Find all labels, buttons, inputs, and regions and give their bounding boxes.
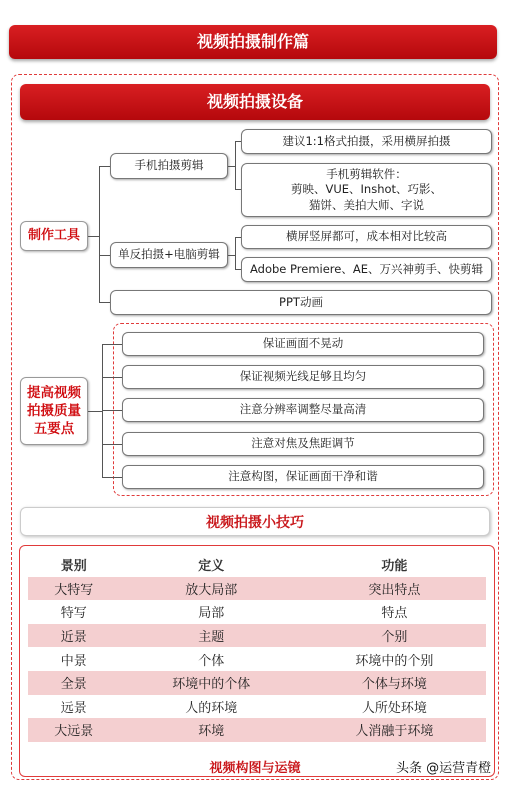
tools-label: 制作工具 — [20, 221, 88, 251]
connector — [102, 344, 122, 345]
quality-point: 注意分辨率调整尽量高清 — [122, 398, 484, 422]
table-cell: 全景 — [28, 671, 120, 695]
table-cell: 大特写 — [28, 577, 120, 601]
footer-title: 视频构图与运镜 — [209, 761, 301, 776]
table-cell: 人消融于环境 — [303, 718, 486, 742]
table-row — [28, 624, 486, 648]
table-cell: 人的环境 — [120, 695, 303, 719]
phone-tip-format: 建议1:1格式拍摄，采用横屏拍摄 — [241, 129, 492, 154]
connector — [99, 166, 110, 167]
quality-point: 注意对焦及焦距调节 — [122, 432, 484, 456]
table-header: 定义 — [198, 559, 225, 575]
connector — [102, 377, 122, 378]
table-row — [28, 718, 486, 742]
table-header: 功能 — [381, 559, 408, 575]
tips-heading: 视频拍摄小技巧 — [206, 514, 304, 531]
quality-point: 注意构图，保证画面干净和谐 — [122, 465, 484, 489]
table-row — [28, 647, 486, 671]
quality-label: 提高视频 拍摄质量 五要点 — [20, 377, 88, 445]
connector — [88, 236, 99, 237]
phone-editing-node: 手机拍摄剪辑 — [110, 153, 228, 179]
phone-tip-software: 手机剪辑软件： 剪映、VUE、Inshot、巧影、 猫饼、美拍大师、字说 — [241, 163, 492, 217]
connector — [102, 410, 122, 411]
shot-size-table-frame — [19, 545, 495, 777]
equipment-title: 视频拍摄设备 — [206, 92, 303, 111]
connector — [88, 411, 102, 412]
table-header: 景别 — [60, 559, 87, 575]
connector — [99, 166, 100, 302]
camera-editing-node: 单反拍摄+电脑剪辑 — [110, 242, 228, 268]
table-cell: 主题 — [120, 624, 303, 648]
equipment-banner — [20, 84, 490, 120]
table-cell: 个体与环境 — [303, 671, 486, 695]
table-row — [28, 577, 486, 601]
table-cell: 中景 — [28, 647, 120, 671]
table-cell: 远景 — [28, 695, 120, 719]
connector — [235, 237, 236, 269]
table-cell: 环境中的个别 — [303, 647, 486, 671]
table-row — [28, 695, 486, 719]
camera-tip-software: Adobe Premiere、AE、万兴神剪手、快剪辑 — [241, 257, 492, 282]
camera-tip-cost: 横屏竖屏都可，成本相对比较高 — [241, 225, 492, 249]
connector — [235, 141, 236, 189]
table-cell: 近景 — [28, 624, 120, 648]
table-cell: 局部 — [120, 600, 303, 624]
page-title-banner — [9, 25, 497, 59]
table-cell: 突出特点 — [303, 577, 486, 601]
connector — [102, 477, 122, 478]
table-row — [28, 600, 486, 624]
page-title: 视频拍摄制作篇 — [196, 32, 309, 51]
connector — [99, 302, 110, 303]
ppt-animation-node: PPT动画 — [110, 290, 492, 315]
table-row — [28, 671, 486, 695]
table-cell: 特点 — [303, 600, 486, 624]
table-cell: 环境中的个体 — [120, 671, 303, 695]
connector — [99, 255, 110, 256]
shot-size-table — [28, 553, 486, 742]
connector — [102, 444, 122, 445]
table-cell: 环境 — [120, 718, 303, 742]
connector — [102, 344, 103, 478]
connector — [228, 255, 235, 256]
table-cell: 个体 — [120, 647, 303, 671]
quality-point: 保证画面不晃动 — [122, 332, 484, 356]
table-cell: 特写 — [28, 600, 120, 624]
table-cell: 人所处环境 — [303, 695, 486, 719]
table-cell: 个别 — [303, 624, 486, 648]
tips-heading-bar — [20, 507, 490, 536]
quality-point: 保证视频光线足够且均匀 — [122, 365, 484, 389]
connector — [228, 166, 235, 167]
table-header-row — [28, 553, 486, 577]
author-credit: 头条 @运营青橙 — [396, 761, 492, 776]
table-cell: 大远景 — [28, 718, 120, 742]
table-cell: 放大局部 — [120, 577, 303, 601]
